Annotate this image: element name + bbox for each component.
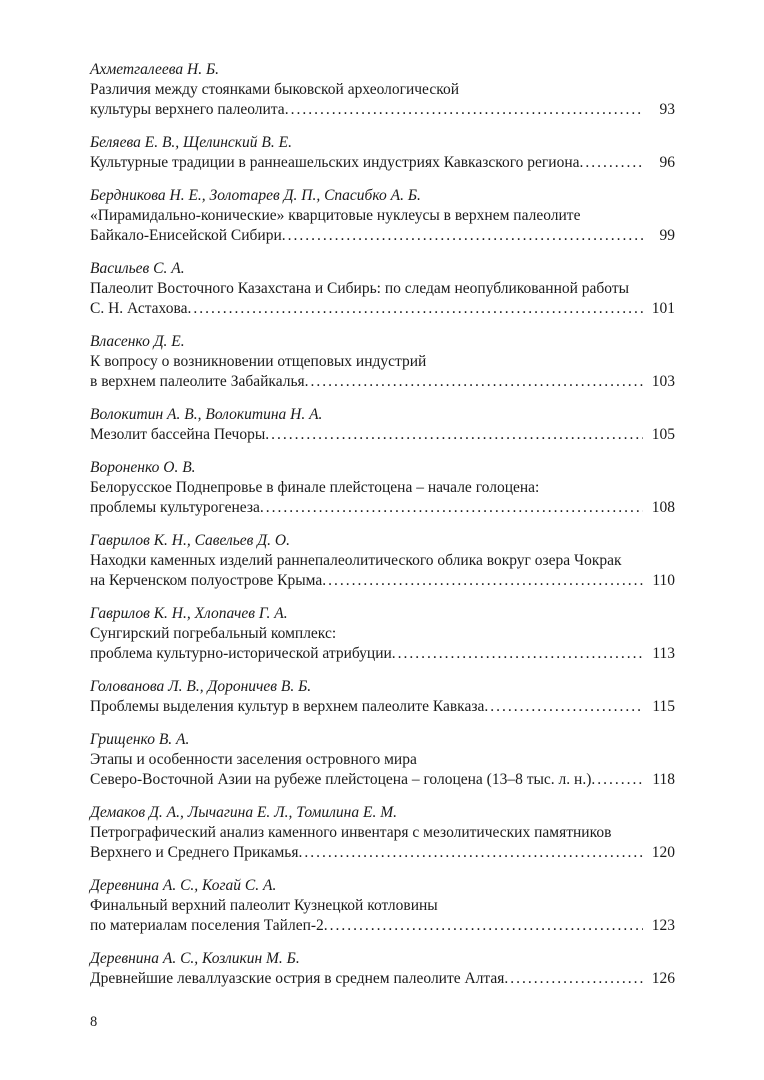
toc-entry-page-number: 101 [651,300,675,317]
toc-entry-authors: Ахметгалеева Н. Б. [90,61,220,78]
toc-entry-title-text: на Керченском полуострове Крыма [90,572,323,589]
toc-entry-title-text: проблемы культурогенеза [90,499,260,516]
toc-entry-title-text: культуры верхнего палеолита [90,101,285,118]
dot-leader [324,916,643,936]
toc-entry-page-number: 93 [659,101,675,118]
toc-entry [90,186,675,246]
dot-leader [591,770,643,790]
dot-leader [322,571,643,591]
toc-entry-authors: Деревнина А. С., Когай С. А. [90,877,277,894]
toc-entry-title-text: Культурные традиции в раннеашельских индустриях Кавказского региона [90,154,580,171]
toc-entry-page-number: 115 [652,698,675,715]
toc-entry-title-text: С. Н. Астахова [90,300,188,317]
toc-entry-title-line [90,498,675,518]
toc-entry-page-number: 105 [651,426,675,443]
toc-entry-title-line: Сунгирский погребальный комплекс: [90,625,337,642]
toc-entry [90,677,675,717]
toc-entry-title-line [90,644,675,664]
toc-entry-title-text: в верхнем палеолите Забайкалья [90,373,305,390]
toc-entry-page-number: 118 [652,771,675,788]
toc-entry-page-number: 108 [651,499,675,516]
toc-entry-authors: Гаврилов К. Н., Савельев Д. О. [90,532,290,549]
toc-entry [90,60,675,120]
toc-entry-page-number: 110 [652,572,675,589]
toc-entry-title-line [90,697,675,717]
toc-entry [90,458,675,518]
toc-entry-title-line [90,571,675,591]
toc-entry-title-line [90,153,675,173]
toc-entry-title-line [90,770,675,790]
toc-entry [90,531,675,591]
dot-leader [265,425,643,445]
toc-entry-page-number: 103 [651,373,675,390]
page-footer-number: 8 [90,1014,98,1030]
toc-entry-authors: Вороненко О. В. [90,459,196,476]
toc-entry-title-line: Петрографический анализ каменного инвентаря с мезолитических памятников [90,824,612,841]
toc-entry [90,730,675,790]
toc-entry-page-number: 96 [659,154,675,171]
toc-entry-authors: Грищенко В. А. [90,731,190,748]
toc-entry-authors: Деревнина А. С., Козликин М. Б. [90,950,300,967]
toc-entry-authors: Бердникова Н. Е., Золотарев Д. П., Спасибко А. Б. [90,187,421,204]
toc-entry-title-text: Северо-Восточной Азии на рубеже плейстоцена – голоцена (13–8 тыс. л. н.) [90,771,592,788]
toc-entry-title-line [90,969,675,989]
toc-entry [90,133,675,173]
toc-entry-title-line [90,299,675,319]
toc-entry-page-number: 99 [659,227,675,244]
toc-entry-title-line [90,916,675,936]
toc-entry-title-text: Древнейшие леваллуазские острия в среднем палеолите Алтая [90,970,505,987]
dot-leader [484,697,643,717]
toc-entry [90,405,675,445]
toc-entry-title-text: проблема культурно-исторической атрибуции [90,645,392,662]
toc-entry-authors: Беляева Е. В., Щелинский В. Е. [90,134,292,151]
toc-entry [90,604,675,664]
toc-entry-title-text: Проблемы выделения культур в верхнем палеолите Кавказа [90,698,485,715]
toc-entry-title-text: Верхнего и Среднего Прикамья [90,844,299,861]
dot-leader [260,498,643,518]
toc-entry-authors: Волокитин А. В., Волокитина Н. А. [90,406,323,423]
toc-entry-title-line [90,843,675,863]
dot-leader [285,100,643,120]
dot-leader [299,843,643,863]
dot-leader [282,226,643,246]
toc-entry-authors: Голованова Л. В., Дороничев В. Б. [90,678,312,695]
toc-entry-title-line: Палеолит Восточного Казахстана и Сибирь: по следам неопубликованной работы [90,280,630,297]
toc-entry-authors: Васильев С. А. [90,260,185,277]
dot-leader [392,644,643,664]
dot-leader [187,299,643,319]
dot-leader [580,153,643,173]
toc-entry-authors: Демаков Д. А., Лычагина Е. Л., Томилина Е. М. [90,804,397,821]
toc-entry [90,949,675,989]
toc-entry [90,332,675,392]
toc-entry-list [90,60,675,1002]
toc-entry [90,259,675,319]
toc-entry-title-text: Байкало-Енисейской Сибири [90,227,282,244]
toc-entry-title-line: Белорусское Поднепровье в финале плейстоцена – начале голоцена: [90,479,540,496]
toc-entry-authors: Власенко Д. Е. [90,333,185,350]
toc-entry-title-line: Этапы и особенности заселения островного мира [90,751,417,768]
toc-entry-title-line: Финальный верхний палеолит Кузнецкой котловины [90,897,438,914]
toc-entry-authors: Гаврилов К. Н., Хлопачев Г. А. [90,605,288,622]
toc-entry-title-line: «Пирамидально-конические» кварцитовые нуклеусы в верхнем палеолите [90,207,581,224]
toc-entry-page-number: 126 [651,970,675,987]
toc-entry-title-line: К вопросу о возникновении отщеповых индустрий [90,353,427,370]
toc-entry [90,876,675,936]
dot-leader [504,969,643,989]
toc-entry-title-line [90,226,675,246]
toc-entry-title-text: Мезолит бассейна Печоры [90,426,266,443]
toc-entry-title-line: Находки каменных изделий раннепалеолитического облика вокруг озера Чокрак [90,552,622,569]
toc-entry-title-line: Различия между стоянками быковской археологической [90,81,459,98]
toc-entry-page-number: 113 [652,645,675,662]
toc-entry-title-line [90,100,675,120]
toc-entry-title-text: по материалам поселения Тайлеп-2 [90,917,324,934]
toc-entry [90,803,675,863]
toc-entry-page-number: 120 [651,844,675,861]
toc-entry-title-line [90,372,675,392]
dot-leader [305,372,643,392]
toc-entry-title-line [90,425,675,445]
toc-entry-page-number: 123 [651,917,675,934]
